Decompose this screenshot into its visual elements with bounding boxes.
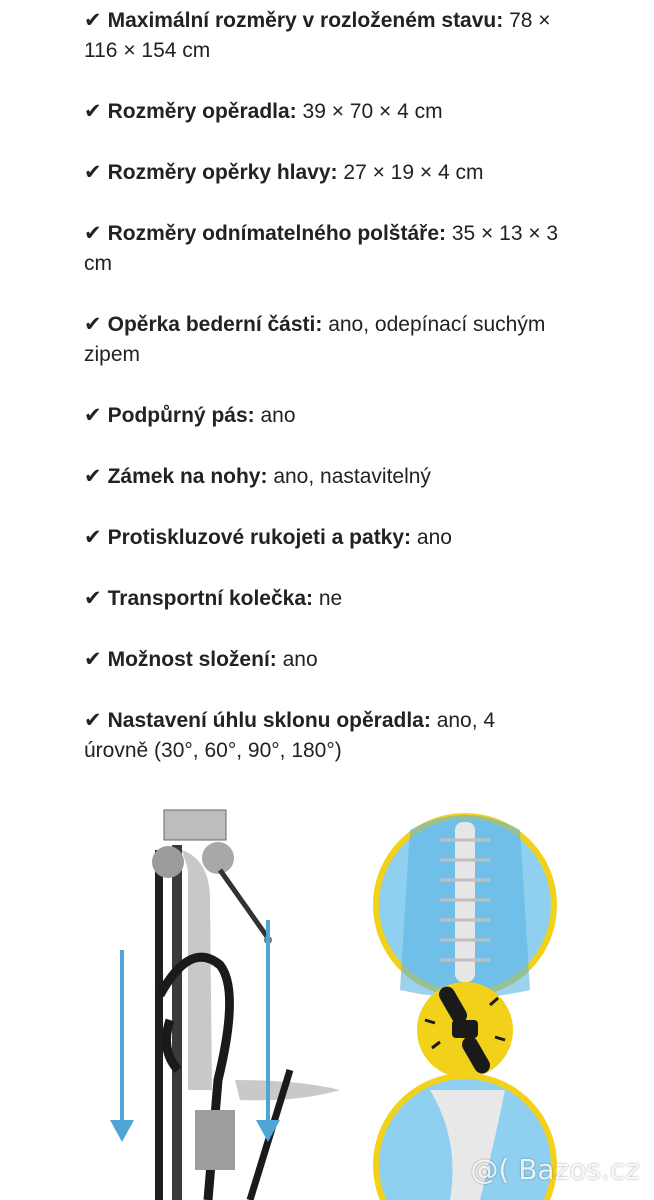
spec-item xyxy=(84,584,564,614)
spec-value: ne xyxy=(318,587,343,610)
check-icon: ✔ xyxy=(84,9,102,32)
spec-label: Protiskluzové rukojeti a patky: xyxy=(107,526,412,549)
spec-item xyxy=(84,706,564,766)
spec-label: Rozměry odnímatelného polštáře: xyxy=(107,222,446,245)
spec-value: ano, nastavitelný xyxy=(273,465,431,488)
spec-item xyxy=(84,158,564,188)
check-icon: ✔ xyxy=(84,526,102,549)
product-illustration xyxy=(100,790,560,1200)
spec-label: Zámek na nohy: xyxy=(107,465,268,488)
spec-value: ano, odepínací suchým zipem xyxy=(84,313,546,366)
joint-icon xyxy=(417,982,513,1078)
spec-item xyxy=(84,401,564,431)
check-icon: ✔ xyxy=(84,404,102,427)
spec-item xyxy=(84,462,564,492)
down-arrow-icon xyxy=(110,950,134,1142)
watermark: @( Bazos.cz xyxy=(470,1153,640,1186)
spec-value: 78 × 116 × 154 cm xyxy=(84,9,551,62)
check-icon: ✔ xyxy=(84,465,102,488)
spec-item xyxy=(84,523,564,553)
spec-item xyxy=(84,310,564,370)
check-icon: ✔ xyxy=(84,648,102,671)
spec-value: ano xyxy=(282,648,318,671)
check-icon: ✔ xyxy=(84,100,102,123)
spec-label: Rozměry opěradla: xyxy=(107,100,297,123)
spec-value: 39 × 70 × 4 cm xyxy=(302,100,443,123)
check-icon: ✔ xyxy=(84,709,102,732)
check-icon: ✔ xyxy=(84,587,102,610)
check-icon: ✔ xyxy=(84,161,102,184)
spec-label: Nastavení úhlu sklonu opěradla: xyxy=(107,709,431,732)
spec-label: Transportní kolečka: xyxy=(107,587,314,610)
spec-value: 27 × 19 × 4 cm xyxy=(343,161,484,184)
spec-value: ano xyxy=(416,526,452,549)
spec-label: Podpůrný pás: xyxy=(107,404,255,427)
spec-item xyxy=(84,645,564,675)
spec-label: Maximální rozměry v rozloženém stavu: xyxy=(107,9,504,32)
spec-label: Rozměry opěrky hlavy: xyxy=(107,161,338,184)
spec-value: 35 × 13 × 3 cm xyxy=(84,222,559,275)
spec-value: ano xyxy=(260,404,296,427)
spec-label: Opěrka bederní části: xyxy=(107,313,323,336)
spec-item xyxy=(84,219,564,279)
spec-label: Možnost složení: xyxy=(107,648,277,671)
spine-image xyxy=(373,813,557,998)
inversion-table-image xyxy=(152,810,340,1200)
spec-item xyxy=(84,97,564,127)
spec-list xyxy=(84,6,564,797)
spec-value: ano, 4 úrovně (30°, 60°, 90°, 180°) xyxy=(84,709,496,762)
check-icon: ✔ xyxy=(84,313,102,336)
spec-item xyxy=(84,6,564,66)
check-icon: ✔ xyxy=(84,222,102,245)
